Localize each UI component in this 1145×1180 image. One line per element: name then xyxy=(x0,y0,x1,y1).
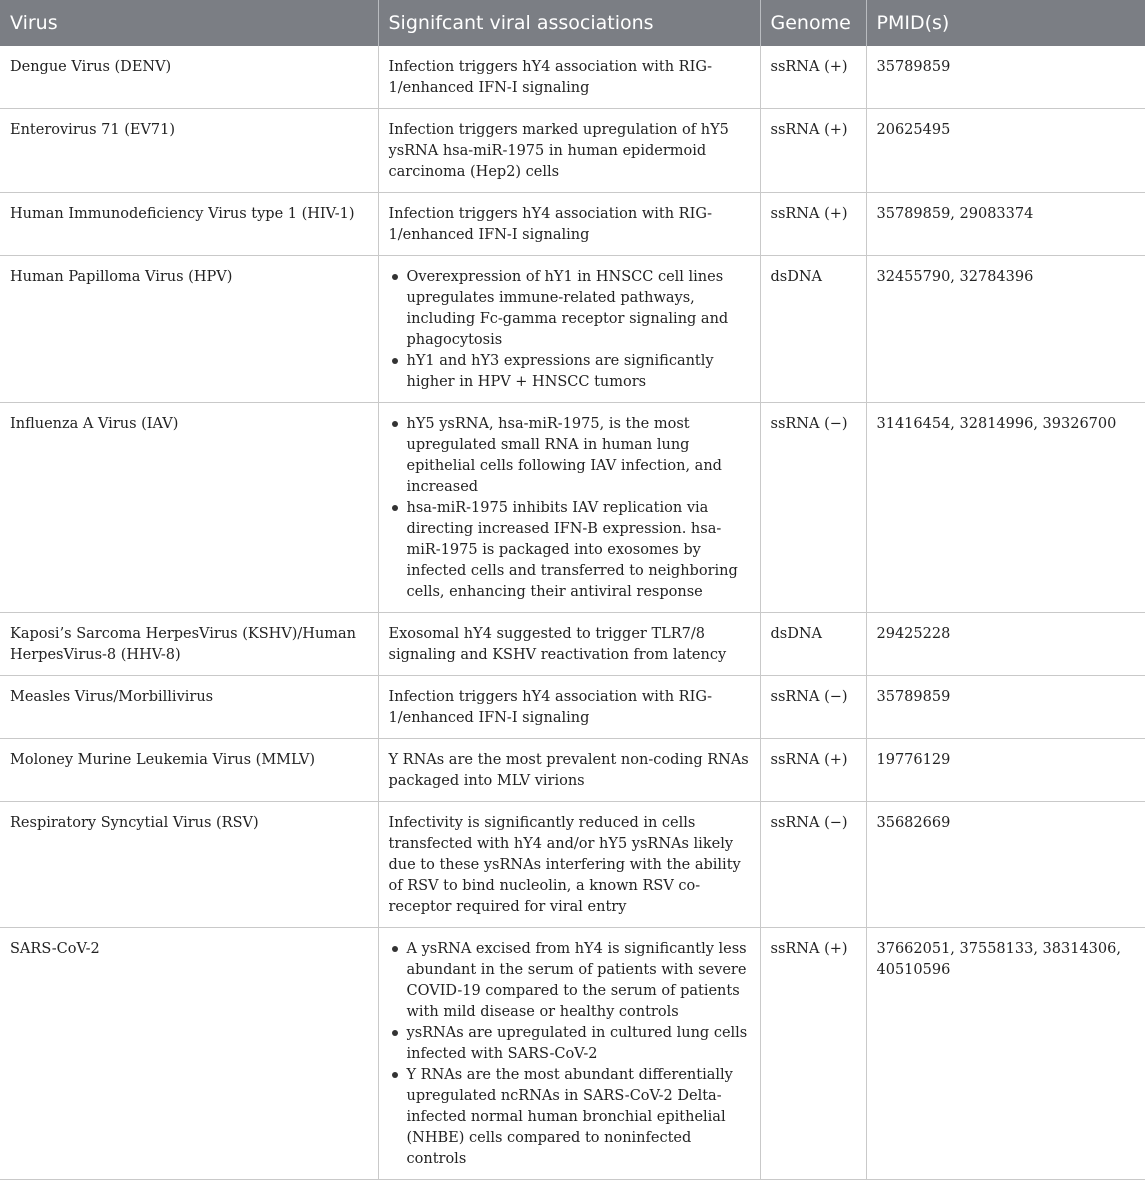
virus-cell: SARS-CoV-2 xyxy=(0,928,378,1180)
association-text: Y RNAs are the most prevalent non-coding RNAs packaged into MLV virions xyxy=(388,752,749,789)
association-item: Overexpression of hY1 in HNSCC cell lines upregulates immune-related pathways, including Fc-gamma receptor signaling and phagocytosis xyxy=(407,267,750,351)
table-row xyxy=(0,739,1145,802)
pmid-cell: 29425228 xyxy=(866,613,1145,676)
table-row xyxy=(0,676,1145,739)
association-item: hY5 ysRNA, hsa-miR-1975, is the most upregulated small RNA in human lung epithelial cells following IAV infection, and increased xyxy=(407,414,750,498)
association-text: Infection triggers hY4 association with RIG-1/enhanced IFN-I signaling xyxy=(388,689,713,726)
pmid-cell: 20625495 xyxy=(866,109,1145,193)
header-associations: Signifcant viral associations xyxy=(378,0,760,46)
virus-cell: Measles Virus/Morbillivirus xyxy=(0,676,378,739)
pmid-cell: 31416454, 32814996, 39326700 xyxy=(866,403,1145,613)
genome-cell: ssRNA (+) xyxy=(760,109,866,193)
pmid-cell: 35682669 xyxy=(866,802,1145,928)
virus-cell: Moloney Murine Leukemia Virus (MMLV) xyxy=(0,739,378,802)
pmid-cell: 35789859 xyxy=(866,676,1145,739)
table-row xyxy=(0,403,1145,613)
pmid-cell: 35789859, 29083374 xyxy=(866,193,1145,256)
pmid-cell: 35789859 xyxy=(866,46,1145,109)
associations-list xyxy=(389,939,750,1170)
associations-cell xyxy=(378,613,760,676)
table-row xyxy=(0,613,1145,676)
associations-list xyxy=(389,414,750,603)
genome-cell: ssRNA (−) xyxy=(760,802,866,928)
associations-cell xyxy=(378,676,760,739)
table-row xyxy=(0,928,1145,1180)
association-item: hsa-miR-1975 inhibits IAV replication via directing increased IFN-B expression. hsa-miR-1975 is packaged into exosomes by infected cells and transferred to neighboring cells, enhancing their antiviral response xyxy=(407,498,750,603)
associations-cell xyxy=(378,403,760,613)
virus-cell: Dengue Virus (DENV) xyxy=(0,46,378,109)
associations-cell xyxy=(378,46,760,109)
header-pmids: PMID(s) xyxy=(866,0,1145,46)
association-text: Infection triggers hY4 association with RIG-1/enhanced IFN-I signaling xyxy=(388,59,713,96)
association-item: A ysRNA excised from hY4 is significantly less abundant in the serum of patients with severe COVID-19 compared to the serum of patients with mild disease or healthy controls xyxy=(407,939,750,1023)
association-item: ysRNAs are upregulated in cultured lung cells infected with SARS-CoV-2 xyxy=(407,1023,750,1065)
associations-list xyxy=(389,267,750,393)
virus-cell: Influenza A Virus (IAV) xyxy=(0,403,378,613)
association-text: Infection triggers hY4 association with RIG-1/enhanced IFN-I signaling xyxy=(388,206,713,243)
associations-cell xyxy=(378,802,760,928)
associations-cell xyxy=(378,109,760,193)
association-text: Infection triggers marked upregulation of hY5 ysRNA hsa-miR-1975 in human epidermoid carcinoma (Hep2) cells xyxy=(388,122,729,180)
association-text: Exosomal hY4 suggested to trigger TLR7/8 signaling and KSHV reactivation from latency xyxy=(388,626,727,663)
table-row xyxy=(0,193,1145,256)
virus-cell: Human Immunodeficiency Virus type 1 (HIV-1) xyxy=(0,193,378,256)
association-item: Y RNAs are the most abundant differentially upregulated ncRNAs in SARS-CoV-2 Delta-infected normal human bronchial epithelial (NHBE) cells compared to noninfected controls xyxy=(407,1065,750,1170)
association-item: hY1 and hY3 expressions are significantly higher in HPV + HNSCC tumors xyxy=(407,351,750,393)
pmid-cell: 37662051, 37558133, 38314306, 40510596 xyxy=(866,928,1145,1180)
associations-cell xyxy=(378,193,760,256)
table-row xyxy=(0,109,1145,193)
table-row xyxy=(0,802,1145,928)
genome-cell: dsDNA xyxy=(760,256,866,403)
genome-cell: ssRNA (+) xyxy=(760,739,866,802)
genome-cell: ssRNA (+) xyxy=(760,928,866,1180)
associations-cell xyxy=(378,739,760,802)
virus-cell: Kaposi’s Sarcoma HerpesVirus (KSHV)/Human HerpesVirus-8 (HHV-8) xyxy=(0,613,378,676)
association-text: Infectivity is significantly reduced in cells transfected with hY4 and/or hY5 ysRNAs likely due to these ysRNAs interfering with the ability of RSV to bind nucleolin, a known RSV co-receptor required for viral entry xyxy=(388,815,741,915)
virus-cell: Human Papilloma Virus (HPV) xyxy=(0,256,378,403)
table-row xyxy=(0,256,1145,403)
header-virus: Virus xyxy=(0,0,378,46)
genome-cell: ssRNA (+) xyxy=(760,193,866,256)
pmid-cell: 32455790, 32784396 xyxy=(866,256,1145,403)
header-genome: Genome xyxy=(760,0,866,46)
genome-cell: ssRNA (+) xyxy=(760,46,866,109)
associations-cell xyxy=(378,256,760,403)
genome-cell: ssRNA (−) xyxy=(760,676,866,739)
virus-cell: Enterovirus 71 (EV71) xyxy=(0,109,378,193)
table-header-row xyxy=(0,0,1145,46)
genome-cell: ssRNA (−) xyxy=(760,403,866,613)
table-row xyxy=(0,46,1145,109)
virus-cell: Respiratory Syncytial Virus (RSV) xyxy=(0,802,378,928)
pmid-cell: 19776129 xyxy=(866,739,1145,802)
genome-cell: dsDNA xyxy=(760,613,866,676)
associations-cell xyxy=(378,928,760,1180)
